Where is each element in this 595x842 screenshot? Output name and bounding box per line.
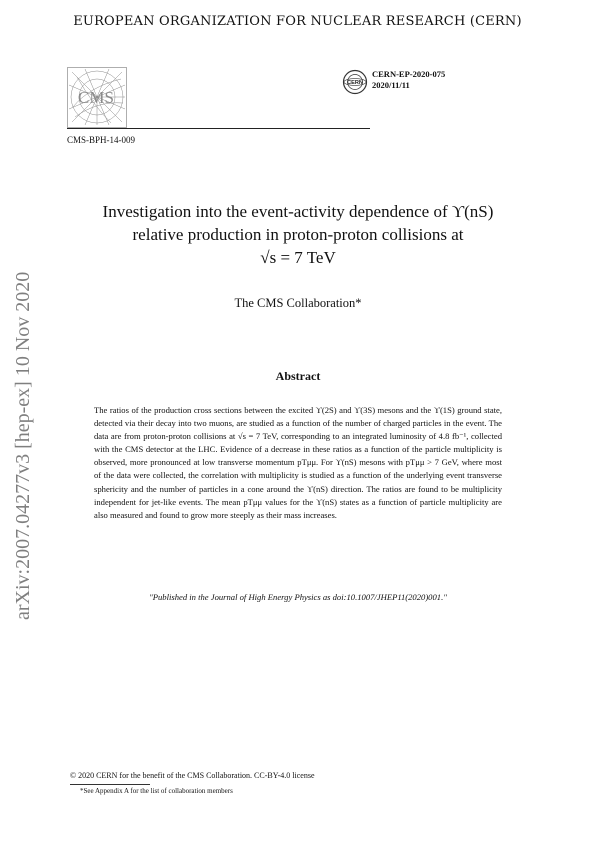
cern-logo	[342, 69, 368, 95]
publication-note: "Published in the Journal of High Energy Physics as doi:10.1007/JHEP11(2020)001."	[149, 592, 447, 602]
arxiv-stamp: arXiv:2007.04277v3 [hep-ex] 10 Nov 2020	[12, 271, 34, 620]
abstract-heading: Abstract	[275, 369, 321, 383]
cms-logo-text: CMS	[78, 88, 114, 107]
report-date: 2020/11/11	[372, 80, 410, 90]
analysis-code: CMS-BPH-14-009	[67, 135, 136, 145]
organization-header: EUROPEAN ORGANIZATION FOR NUCLEAR RESEARCH (CERN)	[73, 14, 522, 29]
abstract-body: The ratios of the production cross sections between the excited ϒ(2S) and ϒ(3S) mesons and the ϒ(1S) ground state, detected via their decay into two muons, are studied as a function of the number of charged particles in the event. The data are from proton-proton collisions at √s = 7 TeV, corresponding to an integrated luminosity of 4.8 fb⁻¹, collected with the CMS detector at the LHC. Evidence of a decrease in these ratios as a function of the particle multiplicity is observed, more pronounced at low transverse momentum pTμμ. For ϒ(nS) mesons with pTμμ > 7 GeV, where most of the data were collected, the correlation with multiplicity is studied as a function of the underlying event transverse sphericity and the number of particles in a cone around the ϒ(nS) direction. The ratios are found to be multiplicity independent for jet-like events. The mean pTμμ values for the ϒ(nS) states as a function of particle multiplicity are also measured and found to grow more steeply as their mass increases.	[94, 405, 502, 520]
title-line-2: relative production in proton-proton collisions at	[132, 225, 464, 244]
author-list: The CMS Collaboration*	[234, 296, 362, 310]
copyright-notice: © 2020 CERN for the benefit of the CMS Collaboration. CC-BY-4.0 license	[70, 771, 315, 780]
cms-logo	[67, 67, 127, 128]
footnote: *See Appendix A for the list of collaboration members	[80, 787, 233, 795]
title-line-3: √s = 7 TeV	[260, 248, 336, 267]
report-number: CERN-EP-2020-075	[372, 69, 446, 79]
paper-title	[67, 200, 529, 269]
svg-text:CERN: CERN	[347, 80, 363, 87]
header-rule	[67, 128, 370, 129]
title-line-1: Investigation into the event-activity dependence of ϒ(nS)	[102, 202, 494, 221]
footnote-rule	[70, 784, 150, 785]
